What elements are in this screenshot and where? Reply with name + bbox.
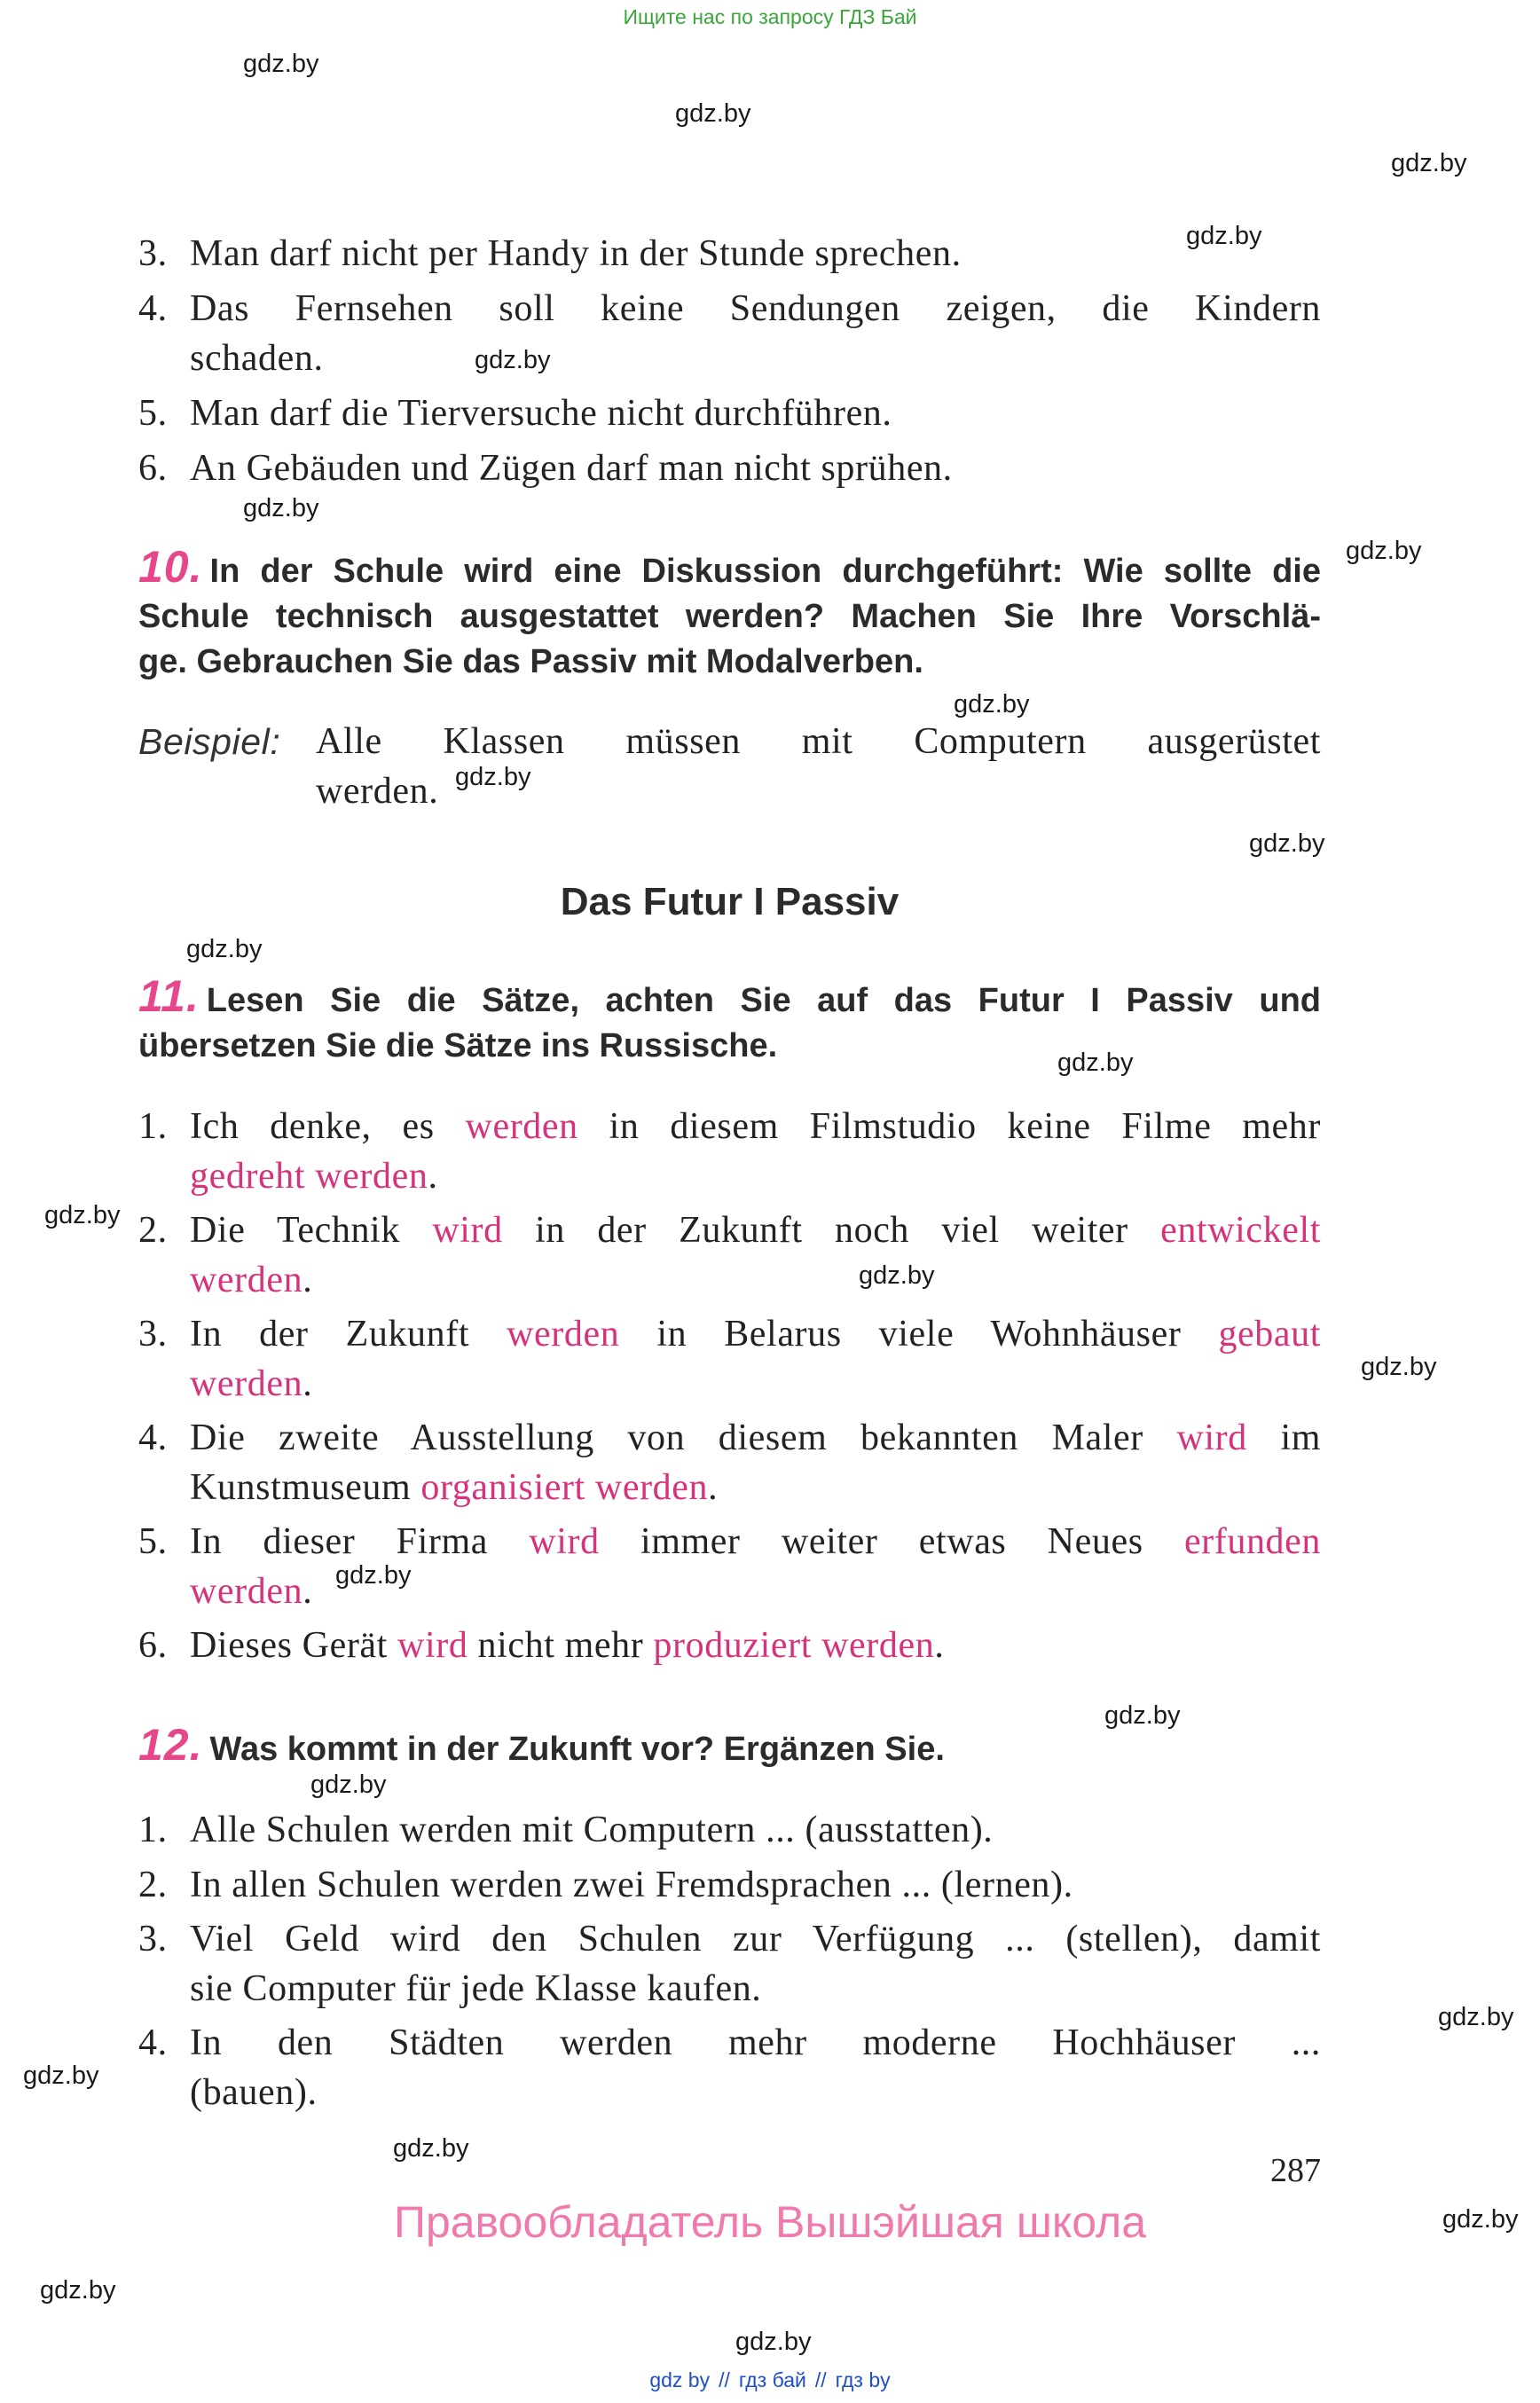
- watermark: gdz.by: [1438, 2003, 1514, 2031]
- list-item: 3. Man darf nicht per Handy in der Stunde sprechen.: [138, 233, 962, 274]
- task-number: 12.: [138, 1720, 203, 1770]
- watermark: gdz.by: [1391, 149, 1467, 177]
- watermark: gdz.by: [1442, 2205, 1519, 2234]
- example-label: Beispiel:: [138, 721, 281, 762]
- watermark: gdz.by: [23, 2061, 99, 2090]
- list-item: 4. Die zweite Ausstellung von diesem bekannten Maler wird im Kunstmuseum organisiert werden.: [138, 1417, 1322, 1508]
- watermark: gdz.by: [310, 1771, 387, 1799]
- watermark: gdz.by: [1186, 222, 1262, 250]
- watermark: gdz.by: [186, 935, 263, 963]
- watermark: gdz.by: [1361, 1353, 1437, 1381]
- watermark: gdz.by: [243, 50, 319, 78]
- watermark: gdz.by: [859, 1261, 935, 1290]
- footer-link[interactable]: gdz by: [649, 2368, 711, 2391]
- watermark: gdz.by: [335, 1561, 412, 1590]
- list-item: 5. In dieser Firma wird immer weiter etwas Neues erfunden werden.: [138, 1521, 1321, 1612]
- watermark: gdz.by: [1104, 1701, 1181, 1730]
- list-item: 4. Das Fernsehen soll keine Sendungen zeigen, die Kindern schaden.: [138, 288, 1321, 379]
- task-number: 11.: [138, 971, 200, 1021]
- list-item: 5. Man darf die Tierversuche nicht durchführen.: [138, 393, 892, 434]
- task-10: 10. In der Schule wird eine Diskussion durchgeführt: Wie sollte die Schule technisch ausgestattet werden? Machen Sie Ihre Vorschlä- ge. Gebrauchen Sie das Passiv mit Modalverben.: [138, 542, 1321, 680]
- list-item: 4. In den Städten werden mehr moderne Hochhäuser ... (bauen).: [138, 2022, 1321, 2113]
- watermark: gdz.by: [40, 2276, 116, 2305]
- task-11: 11. Lesen Sie die Sätze, achten Sie auf das Futur I Passiv und übersetzen Sie die Sätze ins Russische.: [138, 971, 1321, 1064]
- list-item: 2. In allen Schulen werden zwei Fremdsprachen ... (lernen).: [138, 1865, 1073, 1905]
- watermark: gdz.by: [675, 99, 751, 128]
- task-12: 12. Was kommt in der Zukunft vor? Ergänzen Sie.: [138, 1720, 945, 1770]
- list-item: 3. Viel Geld wird den Schulen zur Verfügung ... (stellen), damit sie Computer für jede Klasse kaufen.: [138, 1919, 1321, 2009]
- watermark: gdz.by: [1057, 1048, 1134, 1077]
- watermark: gdz.by: [455, 763, 531, 791]
- watermark: gdz.by: [475, 346, 551, 374]
- list-item: 3. In der Zukunft werden in Belarus viele Wohnhäuser gebaut werden.: [138, 1314, 1321, 1404]
- watermark: gdz.by: [1249, 829, 1325, 858]
- bottom-links: gdz by // гдз бай // гдз by: [649, 2368, 891, 2391]
- watermark: gdz.by: [393, 2134, 469, 2163]
- watermark: gdz.by: [243, 494, 319, 522]
- page-number: 287: [1270, 2152, 1321, 2189]
- page-content: 3. Man darf nicht per Handy in der Stunde sprechen. 4. Das Fernsehen soll keine Sendungen zeigen, die Kindern schaden. 5. Man darf die Tierversuche nicht durchführen. 6. An Gebäuden und Zügen darf man nicht sprühen. 10. In der Schule wird eine Diskussion durchgeführt: Wie sollte die Schule technisch ausgestattet werden? Machen Sie Ihre Vorschlä- ge. Gebrauchen Sie das Passiv mit Modalverben. Beispiel: Alle Klassen müssen mit Computern ausgerüstet werden. Das Futur I Passiv 11. Lesen Sie die Sätze, achten Sie auf das Futur I Passiv und übersetzen Sie die Sätze ins Russische. 1. Ich denke, es werden in diesem Filmstudio keine Filme mehr gedreht werden. 2. Die Technik wird in der Zukunft noch viel weiter entwickelt werden. 3. In der Zukunft werden in Belarus viele Wohnhäuser gebaut werden. 4. Die zweite Ausstellung von diesem bekannten Maler wird im Kunstmuseum organisiert werden. 5. In dieser Firma wird immer weiter etwas Neues erfunden werden. 6. Dieses Gerät wird nicht mehr produziert werden. 12. Was kommt in der Zukunft vor? Ergänzen Sie. 1. Alle Schulen werden mit Computern ... (ausstatten). 2. In allen Schulen werden zwei Fremdsprachen ... (lernen). 3. Viel Geld wird den Schulen zur Verfügung ... (stellen), damit sie Computer für jede Klasse kaufen. 4. In den Städten werden mehr moderne Hochhäuser ... (bauen).: [138, 0, 1321, 2403]
- section-heading: Das Futur I Passiv: [560, 880, 900, 923]
- footer-link[interactable]: гдз бай: [738, 2368, 806, 2391]
- watermark: gdz.by: [44, 1201, 121, 1229]
- watermark: gdz.by: [1346, 537, 1422, 565]
- list-item: 1. Ich denke, es werden in diesem Filmstudio keine Filme mehr gedreht werden.: [138, 1106, 1321, 1197]
- top-banner: Ищите нас по запросу ГДЗ Бай: [623, 5, 917, 28]
- task-number: 10.: [138, 542, 203, 592]
- footer-link[interactable]: гдз by: [835, 2368, 891, 2391]
- list-item: 1. Alle Schulen werden mit Computern ... (ausstatten).: [138, 1810, 994, 1850]
- list-item: 6. Dieses Gerät wird nicht mehr produziert werden.: [138, 1625, 945, 1666]
- watermark: gdz.by: [735, 2328, 812, 2356]
- copyright-footer: Правообладатель Вышэйшая школа: [394, 2197, 1146, 2247]
- list-item: 2. Die Technik wird in der Zukunft noch viel weiter entwickelt werden.: [138, 1210, 1322, 1300]
- list-item: 6. An Gebäuden und Zügen darf man nicht sprühen.: [138, 448, 953, 489]
- watermark: gdz.by: [954, 690, 1030, 719]
